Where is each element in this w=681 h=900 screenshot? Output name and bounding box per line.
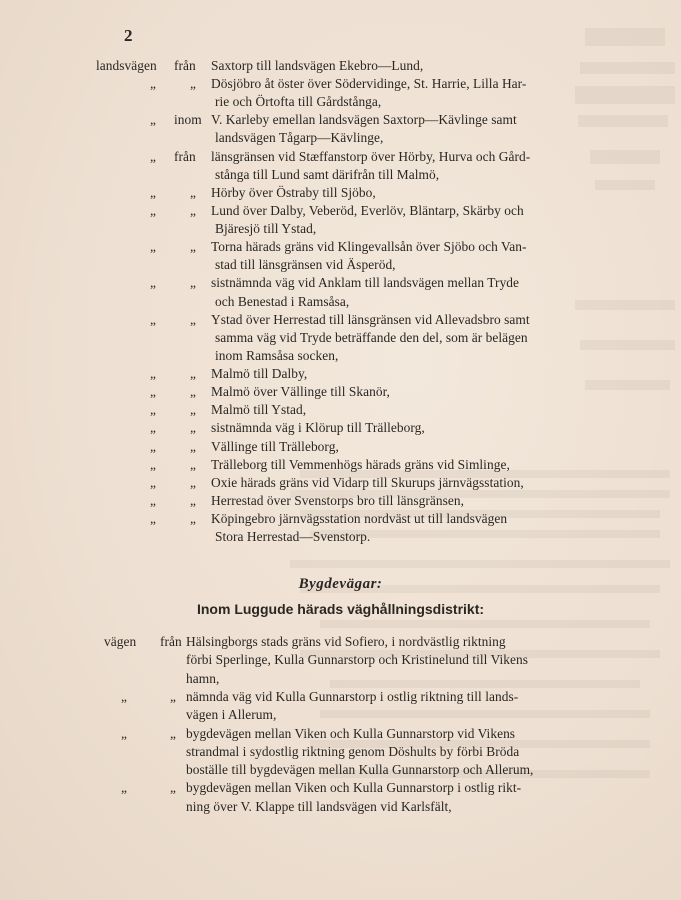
entry-text-line: Ystad över Herrestad till länsgränsen vid Allevadsbro samt — [211, 311, 530, 327]
entry-text-line: landsvägen Tågarp—Kävlinge, — [215, 130, 384, 146]
entry-text-line: inom Ramsåsa socken, — [215, 347, 339, 363]
entry-prefix: „ — [150, 492, 156, 508]
entry-prefix: „ — [150, 112, 156, 128]
entry-text-line: Lund över Dalby, Veberöd, Everlöv, Bläntarp, Skärby och — [211, 202, 524, 218]
entry-text-line: Stora Herrestad—Svenstorp. — [215, 529, 371, 545]
entry-preposition: „ — [170, 780, 176, 796]
entry-text-line: Hälsingborgs stads gräns vid Sofiero, i nordvästlig riktning — [186, 634, 506, 649]
entry-text-line: Dösjöbro åt öster över Södervidinge, St. Harrie, Lilla Har- — [211, 76, 527, 92]
entry-prefix: „ — [150, 438, 156, 454]
entry-text-line: sistnämnda väg vid Anklam till landsvägen mellan Tryde — [211, 275, 520, 291]
entry-text-line: Malmö över Vällinge till Skanör, — [211, 384, 390, 400]
entry-prefix: „ — [150, 420, 156, 436]
entry-text-line: Vällinge till Trälleborg, — [211, 438, 339, 454]
entry-text-line: Trälleborg till Vemmenhögs härads gräns vid Simlinge, — [211, 456, 510, 472]
entry-text-line: Köpingebro järnvägsstation nordväst ut till landsvägen — [211, 511, 508, 526]
entry-text-line: ning över V. Klappe till landsvägen vid Karlsfält, — [186, 798, 452, 814]
entry-prefix: „ — [150, 474, 156, 490]
entry-prefix: „ — [150, 311, 156, 327]
entry-preposition: „ — [190, 511, 196, 526]
entry-text-line: Oxie härads gräns vid Vidarp till Skurups järnvägsstation, — [211, 474, 524, 490]
section-title: Bygdevägar: — [298, 576, 383, 592]
entry-prefix: „ — [150, 184, 156, 200]
entry-preposition: „ — [190, 456, 196, 472]
entry-prefix: „ — [150, 239, 156, 255]
entry-preposition: „ — [190, 184, 196, 200]
entry-prefix: „ — [150, 384, 156, 400]
section-subtitle: Inom Luggude härads väghållningsdistrikt: — [196, 601, 485, 617]
entry-prefix: „ — [121, 688, 127, 704]
entry-text-line: bygdevägen mellan Viken och Kulla Gunnarstorp i ostlig rikt- — [186, 780, 522, 796]
entry-preposition: „ — [190, 275, 196, 291]
entry-preposition: från — [174, 148, 196, 164]
entry-prefix: landsvägen — [96, 58, 157, 73]
entry-prefix: „ — [121, 780, 127, 796]
entry-text-line: och Benestad i Ramsåsa, — [215, 293, 350, 309]
entry-text-line: Saxtorp till landsvägen Ekebro—Lund, — [211, 58, 424, 73]
entry-preposition: inom — [174, 112, 202, 128]
entry-preposition: „ — [190, 438, 196, 454]
entry-text-line: stad till länsgränsen vid Äsperöd, — [215, 257, 396, 273]
page-number: 2 — [124, 26, 133, 45]
entry-preposition: „ — [190, 202, 196, 218]
entry-prefix: „ — [150, 511, 156, 526]
entry-text-line: Torna härads gräns vid Klingevallsån över Sjöbo och Van- — [211, 239, 527, 255]
entry-prefix: „ — [150, 202, 156, 218]
entry-prefix: „ — [150, 275, 156, 291]
entry-text-line: samma väg vid Tryde beträffande den del, som är belägen — [215, 329, 528, 345]
entry-preposition: från — [160, 634, 182, 649]
entry-text-line: Bjäresjö till Ystad, — [215, 221, 317, 237]
entry-text-line: sistnämnda väg i Klörup till Trälleborg, — [211, 420, 425, 436]
entry-preposition: „ — [190, 76, 196, 92]
entry-text-line: länsgränsen vid Stæffanstorp över Hörby, Hurva och Gård- — [211, 148, 531, 164]
entry-text-line: Hörby över Östraby till Sjöbo, — [211, 184, 376, 200]
entry-prefix: vägen — [104, 634, 137, 649]
entry-preposition: „ — [190, 239, 196, 255]
entry-text-line: nämnda väg vid Kulla Gunnarstorp i ostlig riktning till lands- — [186, 688, 519, 704]
entry-text-line: bygdevägen mellan Viken och Kulla Gunnarstorp vid Vikens — [186, 725, 516, 741]
entry-text-line: vägen i Allerum, — [186, 707, 277, 723]
entry-text-line: rie och Örtofta till Gårdstånga, — [215, 94, 382, 110]
entry-text-line: boställe till bygdevägen mellan Kulla Gunnarstorp och Allerum, — [186, 762, 534, 778]
entry-prefix: „ — [150, 402, 156, 418]
entry-text-line: hamn, — [186, 670, 220, 686]
entry-text-line: stånga till Lund samt därifrån till Malmö, — [215, 166, 440, 182]
entry-preposition: från — [174, 58, 196, 73]
entry-prefix: „ — [150, 76, 156, 92]
entry-prefix: „ — [150, 456, 156, 472]
entry-preposition: „ — [170, 688, 176, 704]
entry-text-line: Malmö till Ystad, — [211, 402, 307, 418]
entry-text-line: strandmal i sydostlig riktning genom Döshults by förbi Bröda — [186, 743, 520, 759]
entry-preposition: „ — [190, 311, 196, 327]
entry-text-line: Malmö till Dalby, — [211, 366, 308, 382]
entry-text-line: förbi Sperlinge, Kulla Gunnarstorp och Kristinelund till Vikens — [186, 652, 529, 668]
entry-prefix: „ — [150, 148, 156, 164]
entry-preposition: „ — [190, 420, 196, 436]
entry-prefix: „ — [121, 725, 127, 741]
entry-preposition: „ — [170, 725, 176, 741]
entry-preposition: „ — [190, 366, 196, 382]
entry-preposition: „ — [190, 402, 196, 418]
entry-prefix: „ — [150, 366, 156, 382]
entry-preposition: „ — [190, 474, 196, 490]
entry-preposition: „ — [190, 384, 196, 400]
entry-text-line: V. Karleby emellan landsvägen Saxtorp—Kävlinge samt — [211, 112, 517, 128]
entry-text-line: Herrestad över Svenstorps bro till länsgränsen, — [211, 492, 464, 508]
entry-preposition: „ — [190, 492, 196, 508]
